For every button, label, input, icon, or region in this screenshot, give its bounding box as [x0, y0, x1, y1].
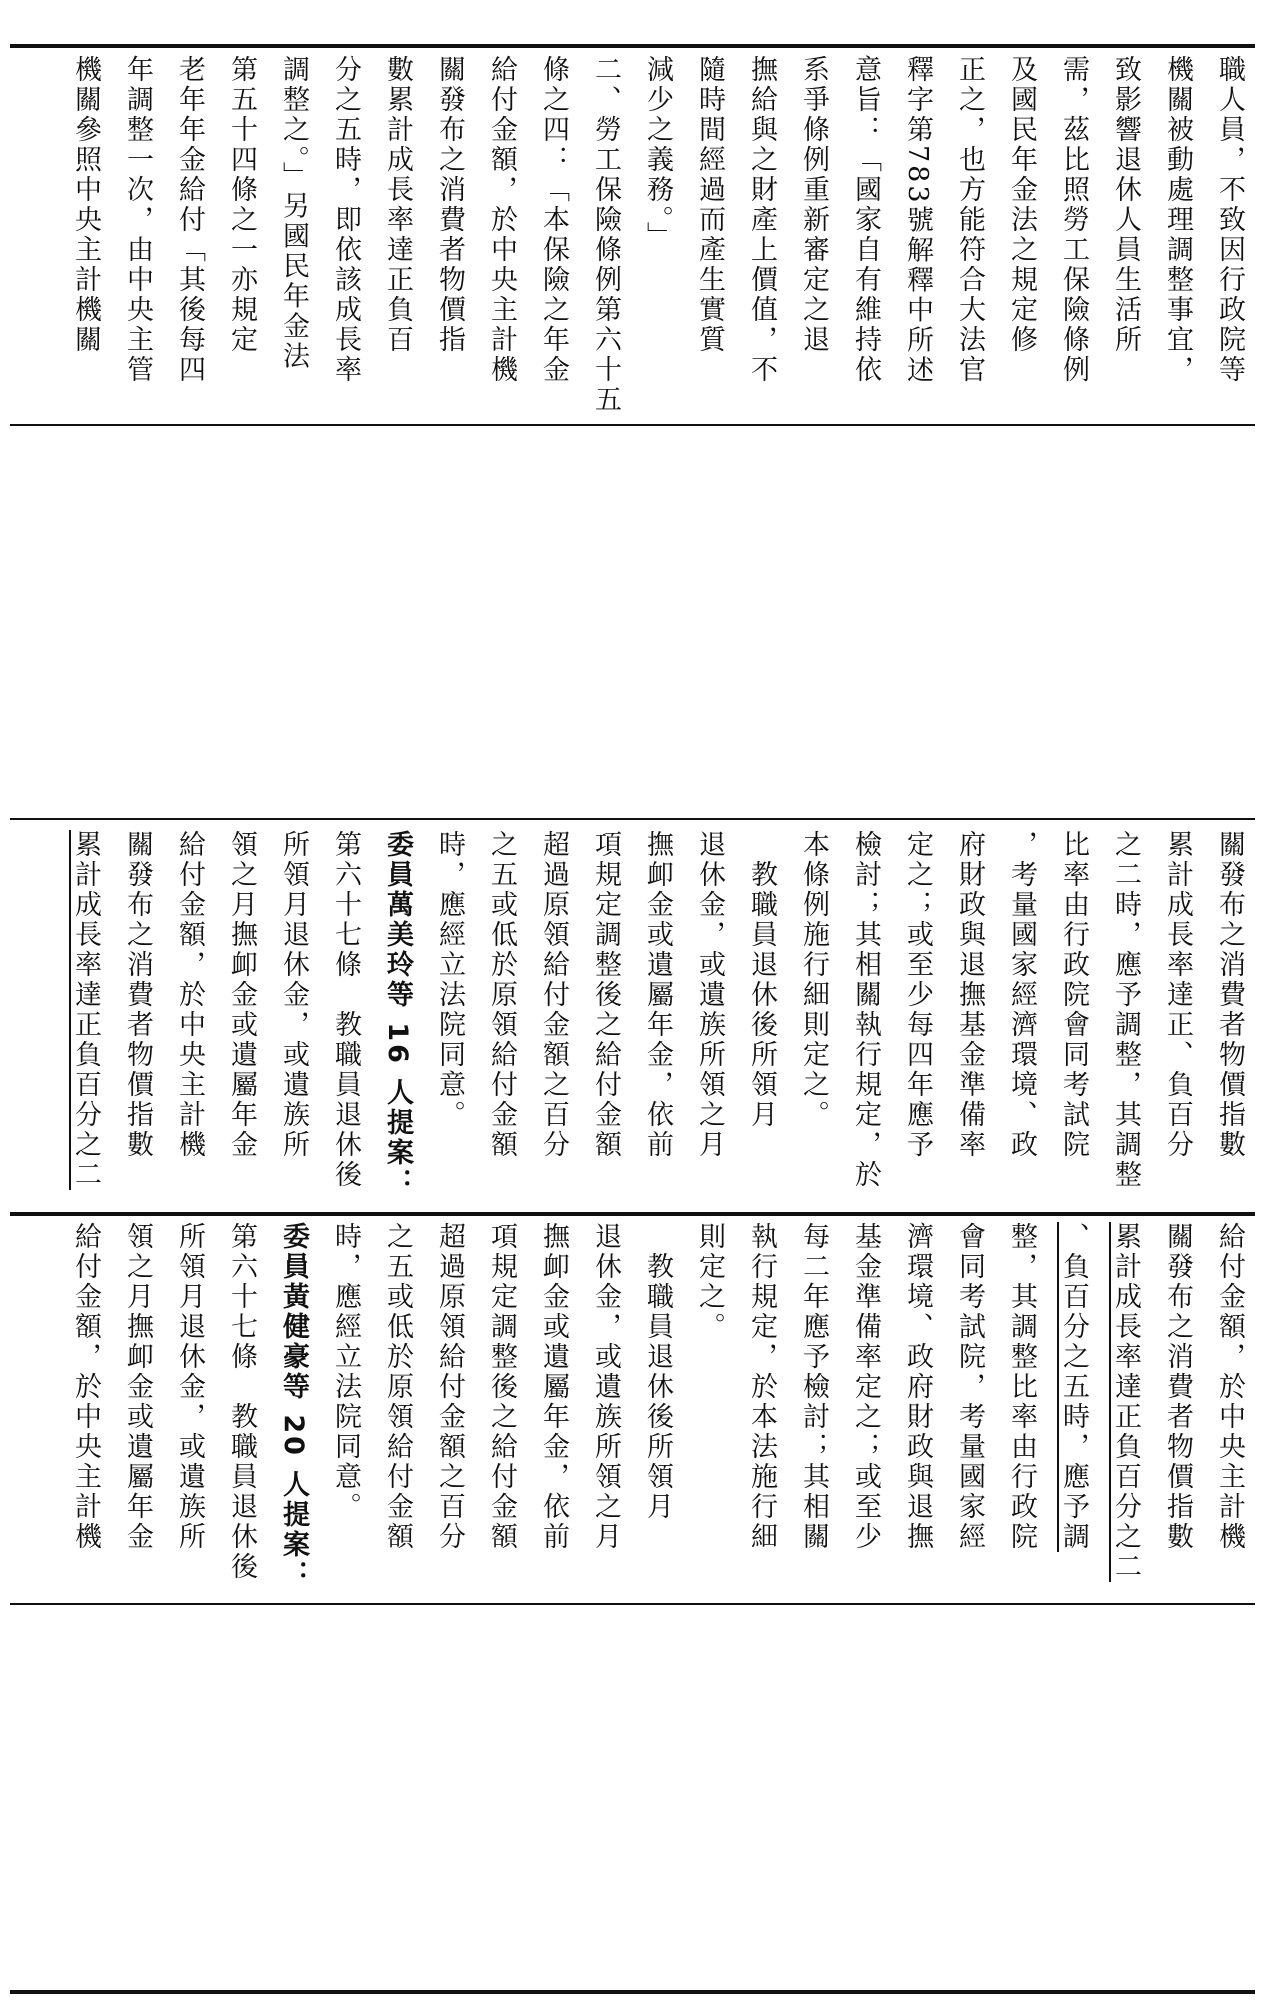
text-line-underlined: 累計成長率達正負百分之二	[1110, 1222, 1141, 1582]
text-line-underlined: 、負百分之五時，應予調	[1058, 1222, 1089, 1552]
text-line: 致影響退休人員生活所	[1110, 55, 1141, 355]
text-line: 隨時間經過而產生實質	[694, 55, 725, 355]
text-line: 所領月退休金，或遺族所	[174, 1222, 205, 1552]
text-line: 需，茲比照勞工保險條例	[1058, 55, 1089, 385]
heading-prefix: 委員	[278, 1222, 309, 1282]
text-line: 則定之。	[694, 1222, 725, 1342]
text-line: 基金準備率定之；或至少	[850, 1222, 881, 1552]
text-line: 第五十四條之一亦規定	[226, 55, 257, 355]
text-line: 時，應經立法院同意。	[434, 830, 465, 1130]
text-line: 項規定調整後之給付金額	[486, 1222, 517, 1552]
text-line: 系爭條例重新審定之退	[798, 55, 829, 355]
text-line: 關發布之消費者物價指數	[1214, 830, 1245, 1160]
text-line: 之五或低於原領給付金額	[382, 1222, 413, 1552]
bottom-rule	[10, 1990, 1255, 1994]
bottom-text-block	[10, 1222, 1255, 1597]
section-rule-3	[10, 1212, 1255, 1216]
text-line: 撫卹金或遺屬年金，依前	[538, 1222, 569, 1552]
text-line: 關發布之消費者物價指	[434, 55, 465, 355]
text-line: 老年年金給付「其後每四	[174, 55, 205, 385]
text-line: 關發布之消費者物價指數	[122, 830, 153, 1160]
section-rule-1	[10, 424, 1255, 426]
text-line: ，考量國家經濟環境、政	[1006, 830, 1037, 1160]
text-line: 整，其調整比率由行政院	[1006, 1222, 1037, 1552]
text-line: 每二年應予檢討；其相關	[798, 1222, 829, 1552]
top-rule	[10, 44, 1255, 48]
text-line: 比率由行政院會同考試院	[1058, 830, 1089, 1160]
text-line: 領之月撫卹金或遺屬年金	[122, 1222, 153, 1552]
text-line: 給付金額，於中央主計機	[174, 830, 205, 1160]
text-line: 府財政與退撫基金準備率	[954, 830, 985, 1160]
top-text-block	[10, 55, 1255, 415]
heading-suffix: 等 20 人提案：	[278, 1372, 309, 1591]
text-line: 機關參照中央主計機關	[70, 55, 101, 355]
text-line: 釋字第783號解釋中所述	[902, 55, 933, 386]
text-line: 年調整一次，由中央主管	[122, 55, 153, 385]
text-line: 機關被動處理調整事宜，	[1162, 55, 1193, 385]
text-line: 檢討；其相關執行規定，於	[850, 830, 881, 1190]
text-line: 正之，也方能符合大法官	[954, 55, 985, 385]
text-line: 給付金額，於中央主計機	[486, 55, 517, 385]
heading-suffix: 等 16 人提案：	[382, 980, 413, 1199]
section-rule-2	[10, 818, 1255, 820]
text-line: 超過原領給付金額之百分	[538, 830, 569, 1160]
text-line: 之五或低於原領給付金額	[486, 830, 517, 1160]
text-line: 職人員，不致因行政院等	[1214, 55, 1245, 385]
text-line: 領之月撫卹金或遺屬年金	[226, 830, 257, 1160]
text-line: 所領月退休金，或遺族所	[278, 830, 309, 1160]
text-line: 退休金，或遺族所領之月	[590, 1222, 621, 1552]
text-line: 教職員退休後所領月	[746, 830, 777, 1130]
text-line: 數累計成長率達正負百	[382, 55, 413, 355]
text-line: 分之五時，即依該成長率	[330, 55, 361, 385]
text-line: 超過原領給付金額之百分	[434, 1222, 465, 1552]
text-line: 項規定調整後之給付金額	[590, 830, 621, 1160]
text-line-underlined: 累計成長率達正負百分之二	[70, 830, 101, 1190]
heading-prefix: 委員	[382, 830, 413, 890]
text-line: 給付金額，於中央主計機	[1214, 1222, 1245, 1552]
section-rule-4	[10, 1603, 1255, 1605]
text-line: 本條例施行細則定之。	[798, 830, 829, 1130]
text-line: 調整之。」另國民年金法	[278, 55, 309, 372]
text-line: 濟環境、政府財政與退撫	[902, 1222, 933, 1552]
text-line: 第六十七條 教職員退休後	[226, 1222, 257, 1582]
text-line: 教職員退休後所領月	[642, 1222, 673, 1522]
legislator-name: 萬美玲	[382, 890, 413, 980]
middle-text-block	[10, 830, 1255, 1205]
proposal-heading-huang	[267, 1222, 319, 1597]
text-line: 之二時，應予調整，其調整	[1110, 830, 1141, 1190]
text-line: 關發布之消費者物價指數	[1162, 1222, 1193, 1552]
text-line: 給付金額，於中央主計機	[70, 1222, 101, 1552]
text-line: 及國民年金法之規定修	[1006, 55, 1037, 355]
text-line: 撫給與之財產上價值，不	[746, 55, 777, 385]
text-line: 執行規定，於本法施行細	[746, 1222, 777, 1552]
text-line: 減少之義務。」	[642, 55, 673, 252]
text-line: 第六十七條 教職員退休後	[330, 830, 361, 1190]
text-line: 定之；或至少每四年應予	[902, 830, 933, 1160]
text-line: 二、勞工保險條例第六十五	[590, 55, 621, 415]
text-line: 退休金，或遺族所領之月	[694, 830, 725, 1160]
text-line: 意旨：「國家自有維持依	[850, 55, 881, 385]
text-line: 會同考試院，考量國家經	[954, 1222, 985, 1552]
text-line: 累計成長率達正、負百分	[1162, 830, 1193, 1160]
legislator-name: 黃健豪	[278, 1282, 309, 1372]
proposal-heading-wan	[371, 830, 423, 1205]
text-line: 條之四：「本保險之年金	[538, 55, 569, 385]
text-line: 撫卹金或遺屬年金，依前	[642, 830, 673, 1160]
text-line: 時，應經立法院同意。	[330, 1222, 361, 1522]
